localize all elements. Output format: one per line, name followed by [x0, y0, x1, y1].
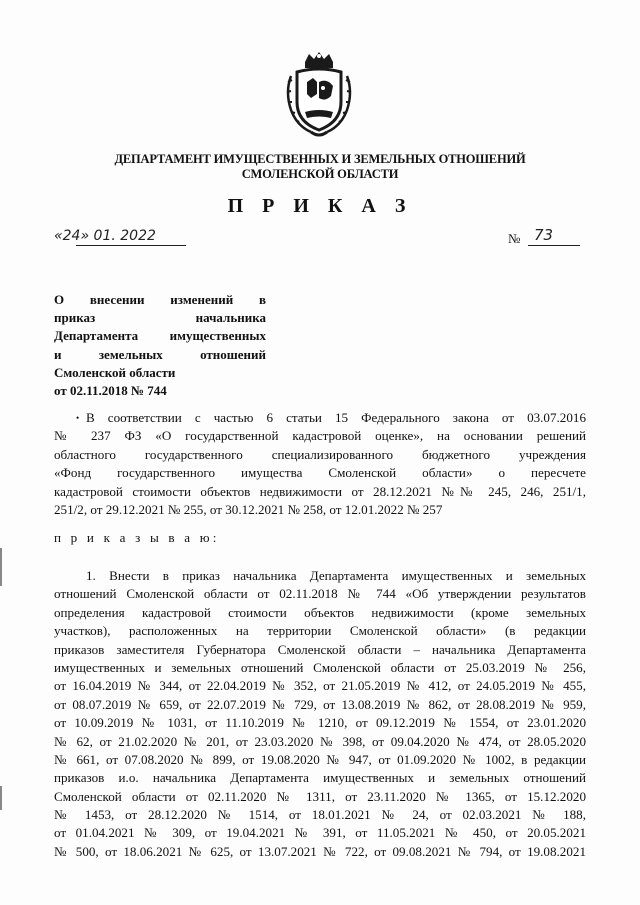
item-1-line: приказов и.о. начальника Департамента имущественных и земельных отношений — [54, 770, 586, 786]
item-1-line: от 16.04.2019 № 344, от 22.04.2019 № 352, от 21.05.2019 № 412, от 24.05.2019 № 455, — [54, 678, 586, 694]
item-1-line: № 1453, от 28.12.2020 № 1514, от 18.01.2021 № 24, от 02.03.2021 № 188, — [54, 807, 586, 823]
date-underline — [76, 245, 186, 246]
preamble-line: кадастровой стоимости объектов недвижимости от 28.12.2021 №№ 245, 246, 251/1, — [54, 483, 586, 499]
order-subject — [54, 291, 266, 400]
preamble-line: областного государственного специализированного бюджетного учреждения — [54, 446, 586, 462]
preamble-line: № 237 ФЗ «О государственной кадастровой оценке», на основании решений — [54, 428, 586, 444]
item-1-paragraph — [54, 567, 586, 861]
item-1-line: отношений Смоленской области от 02.11.2018 № 744 «Об утверждении результатов — [54, 586, 586, 602]
preamble-line: В соответствии с частью 6 статьи 15 Федерального закона от 03.07.2016 — [86, 410, 586, 425]
order-directive-word: п р и к а з ы в а ю: — [54, 530, 220, 545]
scan-edge-mark — [0, 548, 2, 586]
item-1-line: № 500, от 18.06.2021 № 625, от 13.07.2021 № 722, от 09.08.2021 № 794, от 19.08.2021 — [54, 843, 586, 859]
subject-line: Департамента имущественных — [54, 328, 266, 344]
item-1-line: участков), расположенных на территории Смоленской области» (в редакции — [54, 623, 586, 639]
document-type-title: П Р И К А З — [227, 195, 413, 217]
preamble-paragraph — [54, 409, 586, 519]
order-date: «24» 01. 2022 — [54, 228, 156, 244]
smolensk-coat-of-arms-icon — [283, 52, 355, 138]
order-number: 73 — [534, 226, 554, 244]
item-1-line: определения кадастровой стоимости объектов недвижимости (кроме земельных — [54, 604, 586, 620]
item-1-line: от 01.04.2021 № 309, от 19.04.2021 № 391, от 11.05.2021 № 450, от 20.05.2021 — [54, 825, 586, 841]
item-1-line: № 62, от 21.02.2020 № 201, от 23.03.2020 № 398, от 09.04.2020 № 474, от 28.05.2020 — [54, 733, 586, 749]
item-1-line: № 661, от 07.08.2020 № 899, от 19.08.2020 № 947, от 01.09.2020 № 1002, в редакции — [54, 751, 586, 767]
item-1-line: 1. Внести в приказ начальника Департамента имущественных и земельных — [86, 568, 586, 583]
item-1-line: приказов заместителя Губернатора Смоленской области – начальника Департамента — [54, 641, 586, 657]
subject-line: приказ начальника — [54, 310, 266, 326]
item-1-line: от 08.07.2019 № 659, от 22.07.2019 № 729, от 13.08.2019 № 862, от 28.08.2019 № 959, — [54, 696, 586, 712]
item-1-line: Смоленской области от 02.11.2020 № 1311, от 23.11.2020 № 1365, от 15.12.2020 — [54, 788, 586, 804]
scan-edge-mark — [0, 786, 2, 810]
subject-line: О внесении изменений в — [54, 292, 266, 307]
subject-line: Смоленской области — [54, 364, 176, 380]
scan-speck: • — [76, 413, 80, 423]
number-underline — [528, 245, 580, 246]
item-1-line: от 10.09.2019 № 1031, от 11.10.2019 № 1210, от 09.12.2019 № 1554, от 23.01.2020 — [54, 715, 586, 731]
item-1-line: имущественных и земельных отношений Смоленской области от 25.03.2019 № 256, — [54, 659, 586, 675]
subject-line: от 02.11.2018 № 744 — [54, 382, 167, 398]
preamble-line: «Фонд государственного имущества Смоленской области» о пересчете — [54, 465, 586, 481]
subject-line: и земельных отношений — [54, 346, 266, 362]
order-number-label: № — [508, 231, 521, 246]
preamble-line: 251/2, от 29.12.2021 № 255, от 30.12.2021 № 258, от 12.01.2022 № 257 — [54, 501, 443, 517]
department-name-line2: СМОЛЕНСКОЙ ОБЛАСТИ — [241, 167, 399, 181]
department-name-line1: ДЕПАРТАМЕНТ ИМУЩЕСТВЕННЫХ И ЗЕМЕЛЬНЫХ ОТНОШЕНИЙ — [114, 152, 526, 166]
